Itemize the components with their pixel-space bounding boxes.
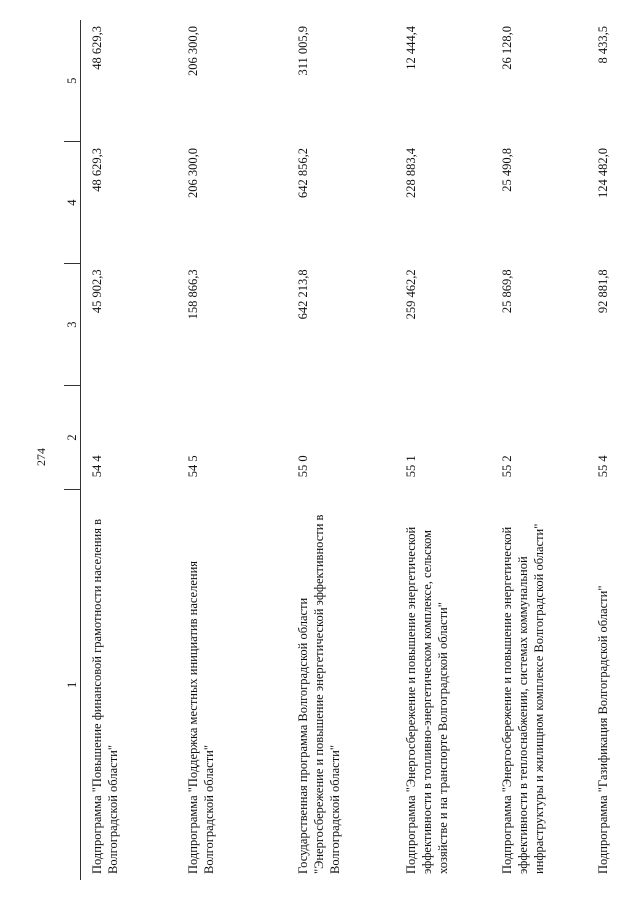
row-code: 54 4	[90, 455, 104, 478]
table-row	[587, 20, 640, 880]
row-code: 55 1	[403, 455, 418, 478]
column-header-5: 5	[65, 77, 79, 84]
table-row-program-total	[287, 20, 395, 880]
row-value-4: 25 490,8	[499, 147, 514, 192]
page-number: 274	[34, 448, 48, 466]
row-value-3: 25 869,8	[499, 269, 514, 314]
row-name: Государственная программа Волгоградской области "Энергосбережение и повышение энергетической эффективности в Волгоградской области"	[295, 514, 342, 874]
row-code: 54 5	[185, 455, 200, 478]
row-code: 55 4	[595, 455, 610, 478]
table-row	[81, 20, 177, 880]
budget-table	[64, 20, 640, 880]
row-value-4: 48 629,3	[90, 147, 104, 192]
row-value-5: 311 005,9	[295, 26, 310, 76]
row-value-3: 158 866,3	[185, 269, 200, 320]
column-header-1: 1	[64, 489, 81, 880]
row-code: 55 0	[295, 455, 310, 478]
row-value-5: 26 128,0	[499, 26, 514, 70]
row-value-3: 45 902,3	[90, 269, 104, 314]
row-value-5: 206 300,0	[185, 26, 200, 76]
row-value-4: 228 883,4	[403, 147, 418, 198]
row-value-5: 12 444,4	[403, 26, 418, 70]
table-row	[491, 20, 587, 880]
row-value-3: 259 462,2	[403, 269, 418, 320]
row-value-4: 124 482,0	[595, 147, 610, 198]
row-value-3: 92 881,8	[595, 269, 610, 314]
table-row	[177, 20, 287, 880]
row-name: Подпрограмма "Газификация Волгоградской области"	[595, 585, 610, 874]
row-value-4: 642 856,2	[295, 147, 310, 198]
rotated-page-content	[30, 20, 630, 880]
column-header-2: 2	[64, 386, 81, 489]
table-header-row	[64, 20, 81, 880]
row-value-4: 206 300,0	[185, 147, 200, 198]
row-value-5: 8 433,5	[595, 26, 610, 64]
row-name: Подпрограмма "Повышение финансовой грамотности населения в Волгоградской области"	[90, 519, 120, 874]
column-header-3: 3	[64, 263, 81, 385]
row-name: Подпрограмма "Энергосбережение и повышение энергетической эффективности в топливно-энергетическом комплексе, сельском хозяйстве и на транспорте Волгоградской области"	[403, 526, 450, 874]
row-value-5: 48 629,3	[90, 26, 104, 70]
row-value-3: 642 213,8	[295, 269, 310, 320]
row-name: Подпрограмма "Поддержка местных инициатив населения Волгоградской области"	[185, 560, 216, 874]
row-name: Подпрограмма "Энергосбережение и повышение энергетической эффективности в теплоснабжении, системах коммунальной инфраструктуры и жилищном комплексе Волгоградской области"	[499, 523, 546, 874]
table-row	[395, 20, 491, 880]
column-header-4: 4	[64, 142, 81, 263]
row-code: 55 2	[499, 455, 514, 478]
